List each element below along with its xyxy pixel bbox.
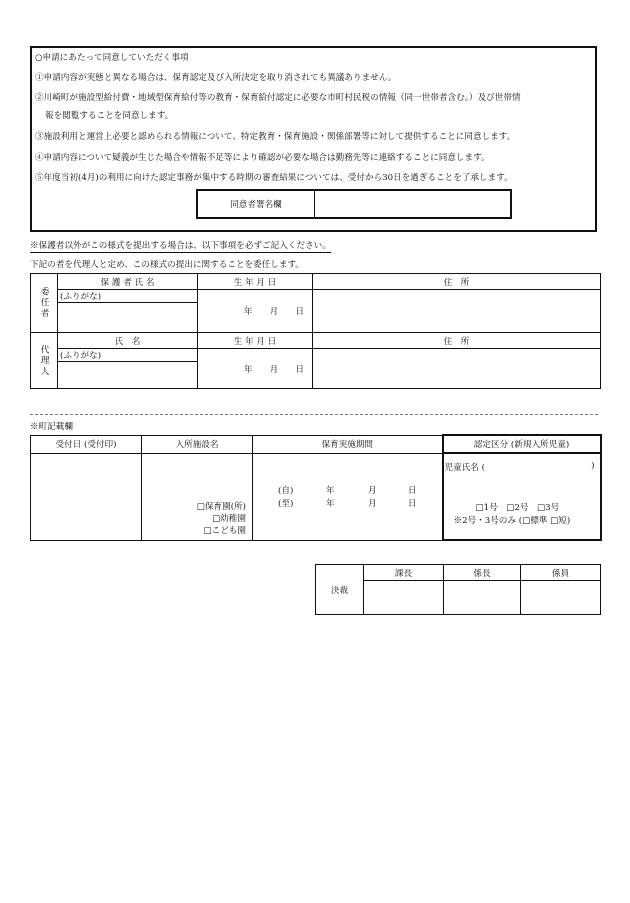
approval-seal-section-chief[interactable] (364, 581, 444, 615)
principal-furigana[interactable]: (ふりがな) (58, 290, 198, 303)
period-to-label: (至) (278, 498, 294, 509)
child-name-close: ) (591, 460, 595, 471)
agent-furigana[interactable]: (ふりがな) (58, 349, 198, 362)
consent-item-3: ③施設利用と運営上必要と認められる情報について、特定教育・保育施設・関係部署等に対して提供することに同意します。 (35, 132, 516, 142)
agent-address-header: 住 所 (313, 333, 601, 349)
approval-table (315, 564, 601, 615)
period-from-year: 年 (326, 485, 335, 496)
approval-label: 決裁 (316, 565, 364, 615)
category-options[interactable]: □1号 □2号 □3号 (475, 502, 560, 513)
approval-seal-staff[interactable] (521, 581, 601, 615)
facility-field (142, 453, 253, 540)
guardian-name-header: 保 護 者 氏 名 (58, 274, 198, 290)
period-to-day: 日 (408, 498, 417, 509)
delegation-statement: 下記の者を代理人と定め、この様式の提出に関することを委任します。 (30, 260, 304, 270)
period-from-month: 月 (368, 485, 377, 496)
consent-item-2-cont: 報を閲覧することを同意します。 (45, 111, 174, 121)
principal-dob-header: 生 年 月 日 (198, 274, 313, 290)
consent-item-2: ②川崎町が施設型給付費・地域型保育給付等の教育・保育給付認定に必要な市町村民税の情報（同一世帯者含む。）及び世帯情 (35, 93, 521, 103)
category-note[interactable]: ※2号・3号のみ (□標準 □短) (453, 515, 571, 526)
period-from-day: 日 (408, 485, 417, 496)
agent-label: 代理人 (39, 344, 49, 377)
signature-box (196, 189, 512, 219)
agent-name-field[interactable] (58, 362, 198, 389)
facility-option-nursery[interactable]: □保育園(所) (196, 501, 246, 512)
period-to-year: 年 (326, 498, 335, 509)
consent-item-5: ⑤年度当初(4月)の利用に向けた認定事務が集中する時期の審査結果については、受付から30日を過ぎることを了承します。 (35, 173, 513, 183)
approval-seal-subsection-chief[interactable] (444, 581, 521, 615)
consent-item-4: ④申請内容について疑義が生じた場合や情報不足等により確認が必要な場合は勤務先等に連絡することに同意します。 (35, 153, 490, 163)
principal-dob-field[interactable]: 年 月 日 (198, 290, 313, 333)
approval-role-section-chief: 課長 (364, 565, 444, 581)
principal-label-cell (31, 274, 58, 333)
principal-address-field[interactable] (313, 290, 601, 333)
agent-name-header: 氏 名 (58, 333, 198, 349)
facility-header: 入所施設名 (142, 435, 253, 453)
child-name-label: 児童氏名 ( (444, 462, 485, 473)
period-from-label: (自) (278, 485, 294, 496)
period-to-month: 月 (368, 498, 377, 509)
received-field[interactable] (31, 453, 142, 540)
principal-address-header: 住 所 (313, 274, 601, 290)
delegation-note: ※保護者以外がこの様式を提出する場合は、以下事項を必ずご記入ください。 (30, 241, 331, 251)
facility-option-kindergarten[interactable]: □幼稚園 (212, 513, 246, 524)
approval-role-subsection-chief: 係長 (444, 565, 521, 581)
period-field[interactable] (253, 453, 443, 540)
consent-title: ○申請にあたって同意していただく事項 (35, 53, 189, 63)
agent-dob-field[interactable]: 年 月 日 (198, 349, 313, 389)
agent-label-cell (31, 333, 58, 389)
principal-name-field[interactable] (58, 303, 198, 333)
received-header: 受付日 (受付印) (31, 435, 142, 453)
agent-address-field[interactable] (313, 349, 601, 389)
period-header: 保育実施期間 (253, 435, 443, 453)
office-section-label: ※町記載欄 (30, 422, 73, 432)
section-divider (30, 414, 598, 415)
category-field (443, 453, 601, 540)
delegation-table (30, 273, 601, 389)
signature-field[interactable] (315, 191, 510, 217)
facility-option-center[interactable]: □こども園 (203, 525, 246, 536)
office-table (30, 434, 602, 541)
category-header: 認定区分 (新規入所児童) (443, 435, 601, 453)
approval-role-staff: 係員 (521, 565, 601, 581)
principal-label: 委任者 (39, 287, 49, 319)
agent-dob-header: 生 年 月 日 (198, 333, 313, 349)
signature-label: 同意者署名欄 (198, 191, 315, 217)
consent-item-1: ①申請内容が実態と異なる場合は、保育認定及び入所決定を取り消されても異議ありません。 (35, 73, 397, 83)
